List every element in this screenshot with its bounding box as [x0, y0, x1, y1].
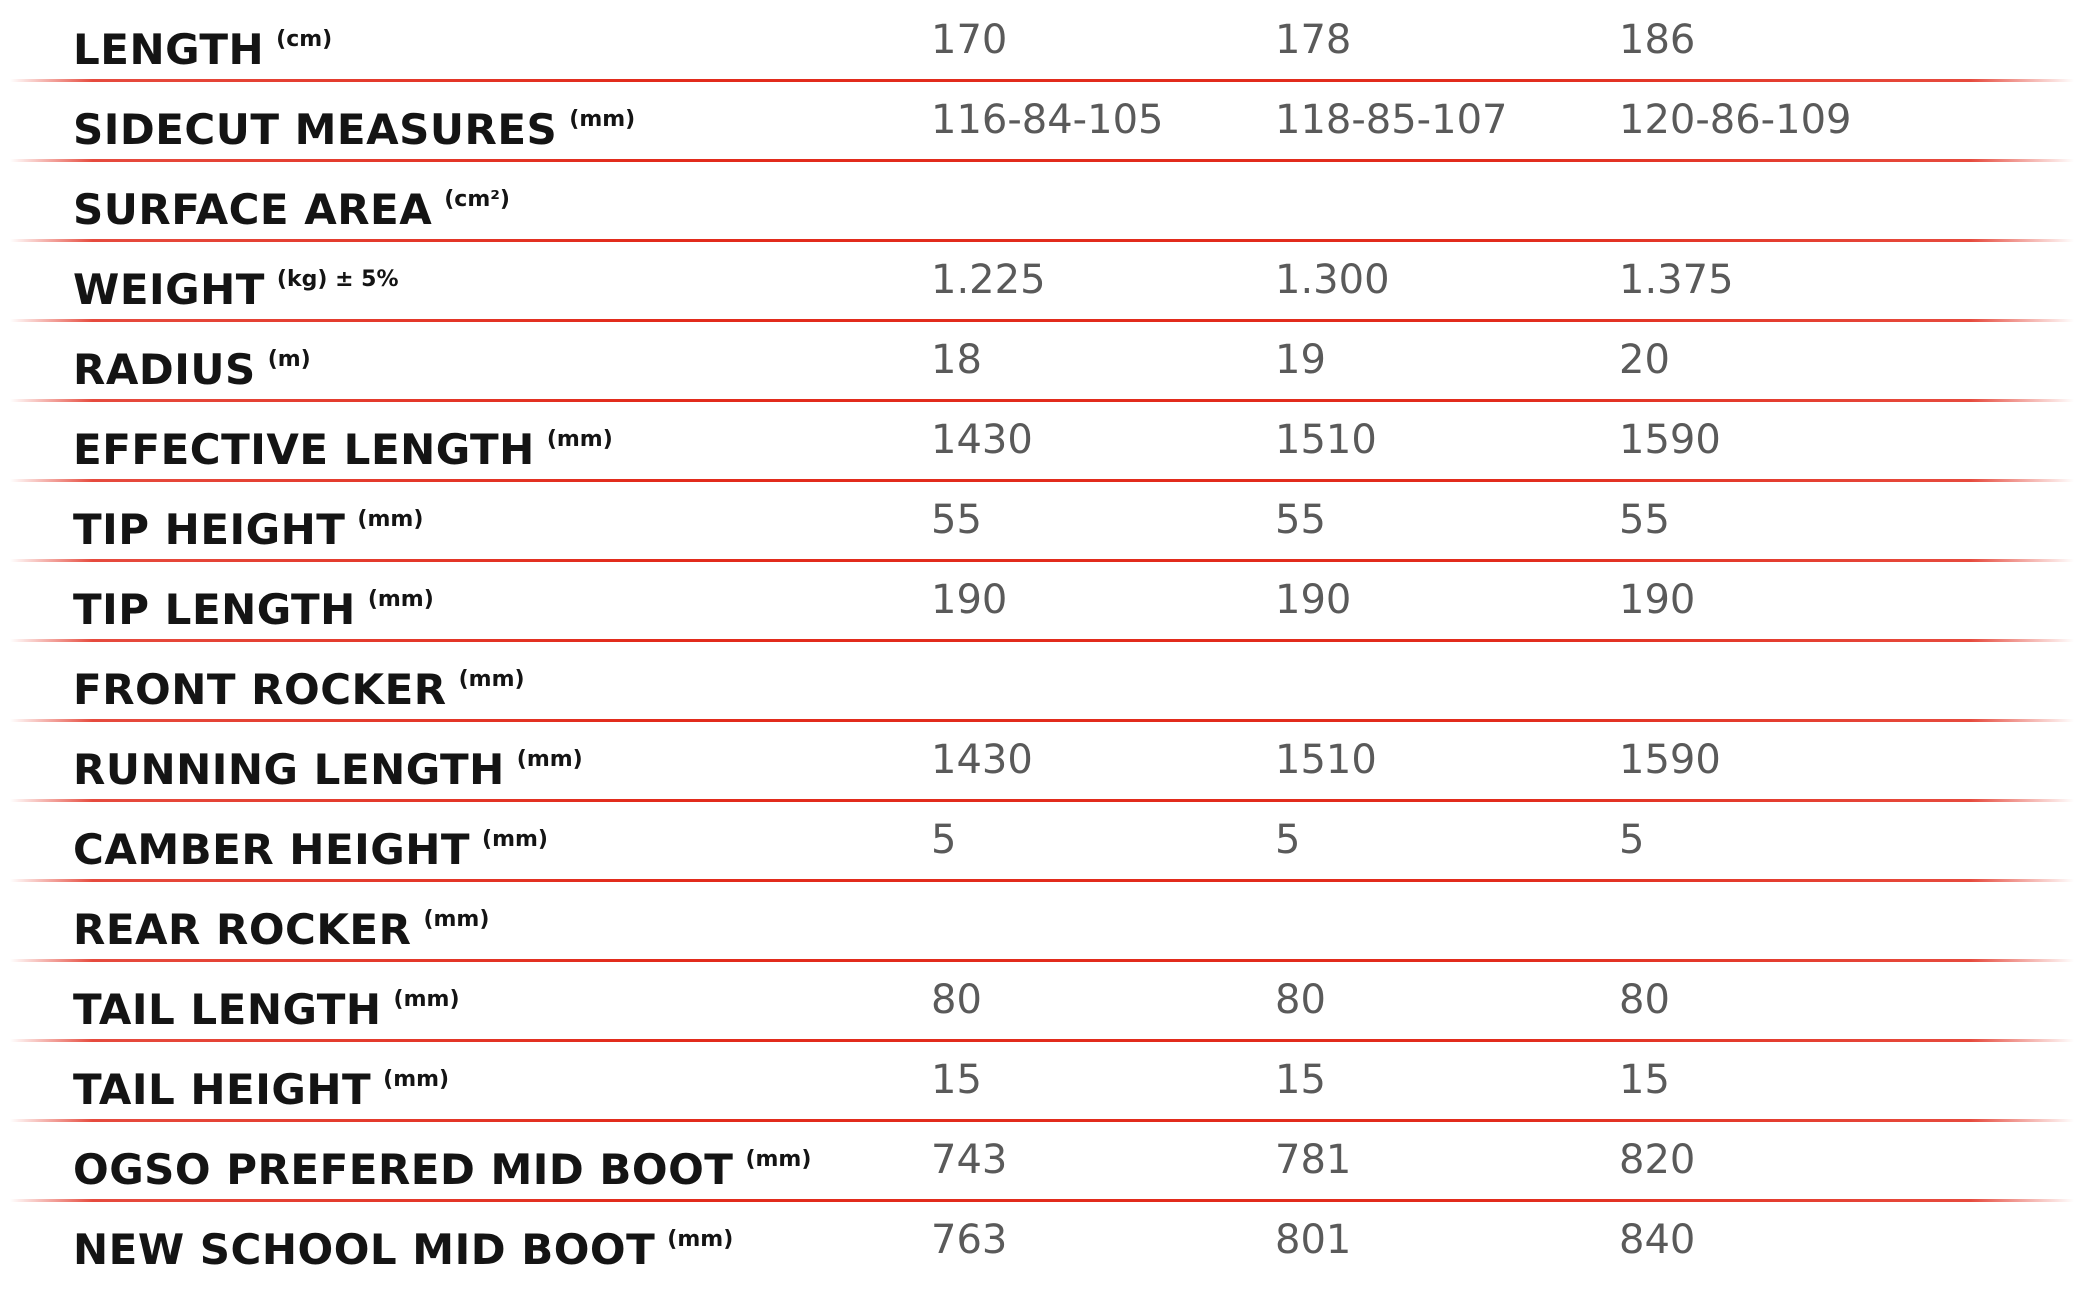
spec-value: 20: [1619, 337, 1670, 383]
spec-label: [73, 256, 399, 314]
spec-label: [73, 16, 332, 74]
spec-row-tail-length: [0, 960, 2084, 1040]
spec-label-text: CAMBER HEIGHT: [73, 825, 471, 874]
spec-unit: (mm): [393, 987, 460, 1012]
spec-value: 190: [1275, 577, 1352, 623]
spec-row-surface-area: [0, 160, 2084, 240]
spec-value: 80: [1275, 977, 1326, 1023]
spec-value: 120-86-109: [1619, 97, 1852, 143]
spec-label-text: WEIGHT: [73, 265, 265, 314]
spec-value: 190: [931, 577, 1008, 623]
spec-label: [73, 816, 548, 874]
spec-label-text: TAIL LENGTH: [73, 985, 382, 1034]
spec-value: 186: [1619, 17, 1696, 63]
spec-label: [73, 1056, 449, 1114]
spec-label-text: SIDECUT MEASURES: [73, 105, 558, 154]
spec-value: 1590: [1619, 417, 1721, 463]
spec-label-text: TIP LENGTH: [73, 585, 356, 634]
spec-label: [73, 96, 635, 154]
spec-value: 1.225: [931, 257, 1046, 303]
spec-label-text: SURFACE AREA: [73, 185, 433, 234]
spec-unit: (mm): [383, 1067, 450, 1092]
spec-value: 5: [1619, 817, 1645, 863]
spec-label-text: RUNNING LENGTH: [73, 745, 505, 794]
spec-label: [73, 336, 311, 394]
spec-label: [73, 976, 460, 1034]
spec-value: 840: [1619, 1217, 1696, 1263]
spec-unit: (cm²): [444, 187, 510, 212]
spec-value: 80: [931, 977, 982, 1023]
spec-row-front-rocker: [0, 640, 2084, 720]
spec-row-camber-height: [0, 800, 2084, 880]
spec-value: 781: [1275, 1137, 1352, 1183]
spec-row-sidecut-measures: [0, 80, 2084, 160]
spec-label: [73, 1216, 733, 1274]
spec-value: 743: [931, 1137, 1008, 1183]
spec-value: 116-84-105: [931, 97, 1164, 143]
spec-unit: (mm): [423, 907, 490, 932]
spec-row-ogso-prefered-mid-boot: [0, 1120, 2084, 1200]
spec-value: 118-85-107: [1275, 97, 1508, 143]
spec-unit: (mm): [357, 507, 424, 532]
spec-value: 19: [1275, 337, 1326, 383]
spec-value: 178: [1275, 17, 1352, 63]
spec-label: [73, 656, 525, 714]
spec-value: 15: [1275, 1057, 1326, 1103]
spec-unit: (mm): [546, 427, 613, 452]
spec-label-text: NEW SCHOOL MID BOOT: [73, 1225, 656, 1274]
spec-label: [73, 416, 613, 474]
spec-row-tail-height: [0, 1040, 2084, 1120]
spec-value: 1430: [931, 737, 1033, 783]
spec-label-text: RADIUS: [73, 345, 256, 394]
spec-label-text: FRONT ROCKER: [73, 665, 447, 714]
spec-value: 763: [931, 1217, 1008, 1263]
spec-row-radius: [0, 320, 2084, 400]
spec-value: 1430: [931, 417, 1033, 463]
spec-label: [73, 176, 510, 234]
spec-unit: (mm): [367, 587, 434, 612]
spec-unit: (mm): [569, 107, 636, 132]
spec-label-text: TAIL HEIGHT: [73, 1065, 372, 1114]
spec-value: 170: [931, 17, 1008, 63]
spec-row-tip-length: [0, 560, 2084, 640]
spec-unit: (kg) ± 5%: [276, 267, 399, 292]
spec-value: 80: [1619, 977, 1670, 1023]
spec-value: 820: [1619, 1137, 1696, 1183]
spec-label: [73, 576, 434, 634]
spec-label: [73, 896, 489, 954]
spec-value: 15: [931, 1057, 982, 1103]
spec-label-text: EFFECTIVE LENGTH: [73, 425, 535, 474]
spec-value: 801: [1275, 1217, 1352, 1263]
spec-row-length: [0, 0, 2084, 80]
spec-label-text: TIP HEIGHT: [73, 505, 346, 554]
spec-label: [73, 736, 583, 794]
spec-label-text: REAR ROCKER: [73, 905, 412, 954]
spec-value: 1510: [1275, 737, 1377, 783]
spec-label: [73, 496, 423, 554]
spec-unit: (mm): [516, 747, 583, 772]
spec-unit: (mm): [745, 1147, 812, 1172]
spec-row-running-length: [0, 720, 2084, 800]
spec-row-tip-height: [0, 480, 2084, 560]
spec-unit: (cm): [276, 27, 333, 52]
spec-row-weight: [0, 240, 2084, 320]
spec-label: [73, 1136, 811, 1194]
spec-label-text: OGSO PREFERED MID BOOT: [73, 1145, 734, 1194]
spec-row-effective-length: [0, 400, 2084, 480]
spec-value: 190: [1619, 577, 1696, 623]
spec-row-new-school-mid-boot: [0, 1200, 2084, 1280]
spec-value: 18: [931, 337, 982, 383]
spec-value: 55: [1619, 497, 1670, 543]
spec-value: 15: [1619, 1057, 1670, 1103]
spec-value: 55: [931, 497, 982, 543]
spec-value: 1.375: [1619, 257, 1734, 303]
spec-unit: (m): [267, 347, 311, 372]
spec-value: 1.300: [1275, 257, 1390, 303]
spec-value: 55: [1275, 497, 1326, 543]
spec-unit: (mm): [667, 1227, 734, 1252]
spec-unit: (mm): [482, 827, 548, 852]
spec-value: 1590: [1619, 737, 1721, 783]
spec-row-rear-rocker: [0, 880, 2084, 960]
spec-value: 5: [931, 817, 957, 863]
spec-label-text: LENGTH: [73, 25, 265, 74]
spec-unit: (mm): [458, 667, 525, 692]
spec-value: 1510: [1275, 417, 1377, 463]
spec-value: 5: [1275, 817, 1301, 863]
